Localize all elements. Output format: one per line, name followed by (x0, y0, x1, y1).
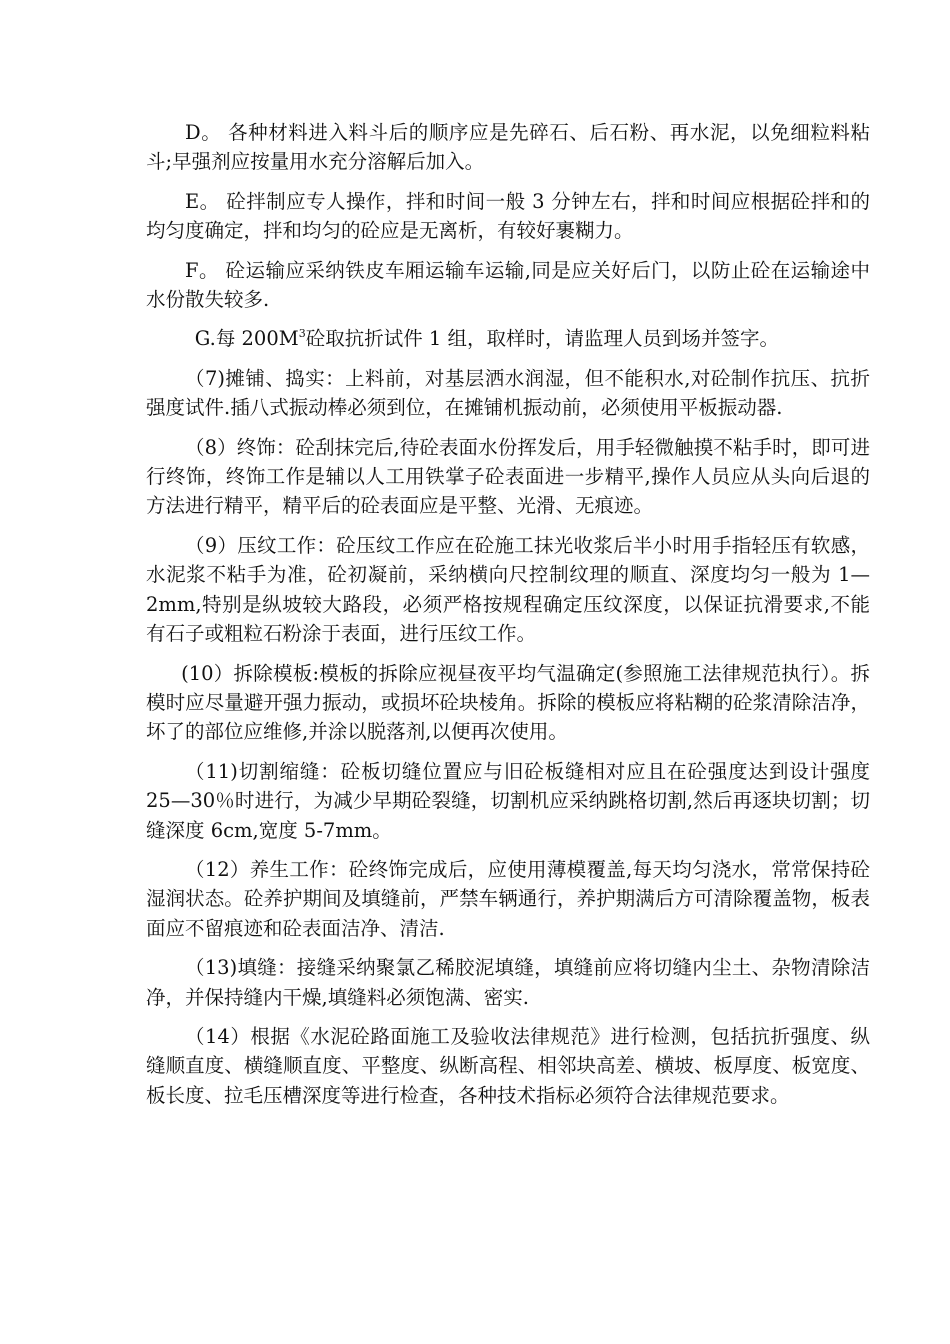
paragraph-e: E。 砼拌制应专人操作，拌和时间一般 3 分钟左右，拌和时间应根据砼拌和的均匀度确定，拌和均匀的砼应是无离析，有较好裹糊力。 (146, 189, 870, 243)
paragraph-9-texturing: （9）压纹工作：砼压纹工作应在砼施工抹光收浆后半小时用手指轻压有软感，水泥浆不粘手为准，砼初凝前，采纳横向尺控制纹理的顺直、深度均匀一般为 1—2mm,特别是纵坡较大路段，必须严格按规程确定压纹深度，以保证抗滑要求,不能有石子或粗粒石粉涂于表面，进行压纹工作。 (146, 533, 870, 646)
paragraph-10-formwork-removal: (10）拆除模板:模板的拆除应视昼夜平均气温确定(参照施工法律规范执行）。拆模时应尽量避开强力振动，或损坏砼块棱角。拆除的模板应将粘糊的砼浆清除洁净，坏了的部位应维修,并涂以脱落剂,以便再次使用。 (146, 661, 870, 744)
cubic-superscript: 3 (298, 327, 306, 341)
paragraph-d: D。 各种材料进入料斗后的顺序应是先碎石、后石粉、再水泥，以免细粒料粘斗;早强剂应按量用水充分溶解后加入。 (146, 121, 870, 174)
paragraph-13-joint-filling: （13)填缝：接缝采纳聚氯乙稀胶泥填缝，填缝前应将切缝内尘土、杂物清除洁净，并保持缝内干燥,填缝料必须饱满、密实. (146, 956, 870, 1009)
paragraph-14-inspection: （14）根据《水泥砼路面施工及验收法律规范》进行检测，包括抗折强度、纵缝顺直度、横缝顺直度、平整度、纵断高程、相邻块高差、横坡、板厚度、板宽度、板长度、拉毛压槽深度等进行检查，各种技术指标必须符合法律规范要求。 (146, 1024, 870, 1107)
paragraph-g (146, 324, 870, 353)
paragraph-7-paving: （7)摊铺、捣实：上料前，对基层洒水润湿，但不能积水,对砼制作抗压、抗折强度试件.插八式振动棒必须到位，在摊铺机振动前，必须使用平板振动器. (146, 366, 870, 420)
paragraph-8-finishing: （8）终饰：砼刮抹完后,待砼表面水份挥发后，用手轻微触摸不粘手时，即可进行终饰，终饰工作是辅以人工用铁掌子砼表面进一步精平,操作人员应从头向后退的方法进行精平，精平后的砼表面应是平整、光滑、无痕迹。 (146, 435, 870, 518)
document-body (146, 118, 870, 1120)
paragraph-12-curing: （12）养生工作：砼终饰完成后，应使用薄模覆盖,每天均匀浇水，常常保持砼湿润状态。砼养护期间及填缝前，严禁车辆通行，养护期满后方可清除覆盖物，板表面应不留痕迹和砼表面洁净、清洁. (146, 857, 870, 940)
paragraph-g-before: G.每 200M (194, 327, 299, 351)
paragraph-f: F。 砼运输应采纳铁皮车厢运输车运输,同是应关好后门，以防止砼在运输途中水份散失较多. (146, 258, 870, 312)
paragraph-11-joint-cutting: （11)切割缩缝：砼板切缝位置应与旧砼板缝相对应且在砼强度达到设计强度 25—30％时进行，为减少早期砼裂缝，切割机应采纳跳格切割,然后再逐块切割；切缝深度 6cm,宽度 5-7mm。 (146, 759, 870, 842)
paragraph-g-after: 砼取抗折试件 1 组，取样时，请监理人员到场并签字。 (305, 327, 780, 351)
